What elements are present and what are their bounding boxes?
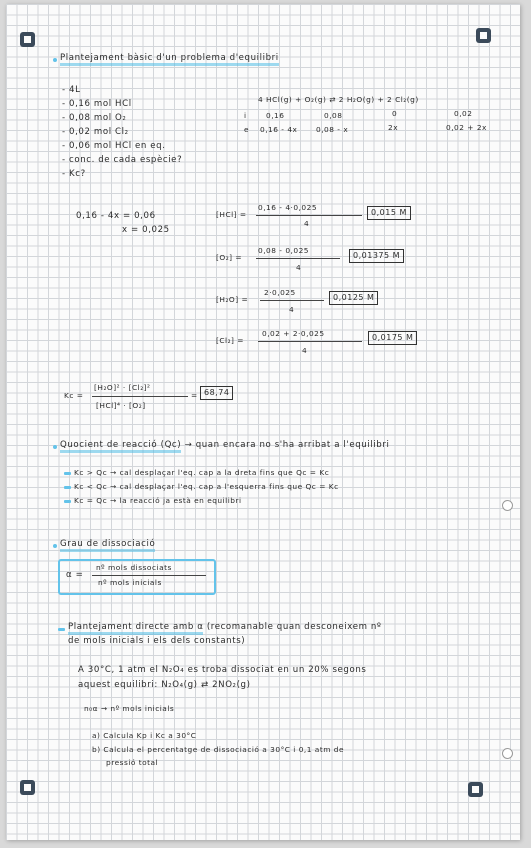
equation-line: x = 0,025 xyxy=(122,225,170,235)
given-item: - 0,06 mol HCl en eq. xyxy=(62,141,166,151)
given-item: - 4L xyxy=(62,85,81,95)
conc-label: [O₂] = xyxy=(216,253,243,262)
section-title: Plantejament bàsic d'un problema d'equilibri xyxy=(60,54,279,66)
bullet-icon xyxy=(53,445,57,449)
fraction-bar xyxy=(92,575,206,576)
problem-note: n₀α → nº mols inicials xyxy=(84,704,175,713)
direct-title-text: Plantejament directe amb α xyxy=(68,622,203,635)
conc-label: [H₂O] = xyxy=(216,295,249,304)
conc-numerator: 2·0,025 xyxy=(264,288,296,297)
corner-marker-icon xyxy=(476,28,491,43)
ice-cell: 2x xyxy=(388,123,399,132)
kc-label: Kc = xyxy=(64,391,84,400)
quotient-item: Kc = Qc → la reacció ja està en equilibri xyxy=(74,496,242,505)
binder-hole-icon xyxy=(502,500,513,511)
conc-denominator: 4 xyxy=(296,263,302,272)
quotient-title xyxy=(60,441,389,450)
ice-cell: 0,08 xyxy=(324,111,343,120)
kc-numerator: [H₂O]² · [Cl₂]² xyxy=(94,383,151,392)
conc-numerator: 0,08 - 0,025 xyxy=(258,246,309,255)
dash-icon xyxy=(58,628,65,631)
conc-numerator: 0,02 + 2·0,025 xyxy=(262,329,325,338)
alpha-label: α = xyxy=(66,570,84,580)
given-item: - 0,16 mol HCl xyxy=(62,99,132,109)
ice-cell: 0,08 - x xyxy=(316,125,349,134)
question-b-cont: pressió total xyxy=(106,758,159,767)
alpha-denominator: nº mols inicials xyxy=(98,578,162,587)
ice-cell: 0,16 xyxy=(266,111,285,120)
quotient-item: Kc < Qc → cal desplaçar l'eq. cap a l'esquerra fins que Qc = Kc xyxy=(74,482,339,491)
given-item: - 0,08 mol O₂ xyxy=(62,113,127,123)
fraction-bar xyxy=(260,300,324,301)
quotient-item: Kc > Qc → cal desplaçar l'eq. cap a la dreta fins que Qc = Kc xyxy=(74,468,330,477)
conc-result: 0,015 M xyxy=(367,206,411,220)
ice-cell: 0,16 - 4x xyxy=(260,125,298,134)
direct-title xyxy=(68,623,382,632)
conc-denominator: 4 xyxy=(302,346,308,355)
conc-result: 0,0175 M xyxy=(368,331,417,345)
ice-label-i: i xyxy=(244,111,247,120)
conc-denominator: 4 xyxy=(304,219,310,228)
ice-label-e: e xyxy=(244,125,250,134)
bullet-icon xyxy=(53,58,57,62)
conc-result: 0,0125 M xyxy=(329,291,378,305)
dissociation-title: Grau de dissociació xyxy=(60,540,155,552)
fraction-bar xyxy=(258,341,362,342)
ice-cell: 0,02 + 2x xyxy=(446,123,487,132)
fraction-bar xyxy=(256,215,362,216)
binder-hole-icon xyxy=(502,748,513,759)
question-a: a) Calcula Kp i Kc a 30°C xyxy=(92,731,197,740)
conc-result: 0,01375 M xyxy=(349,249,404,263)
corner-marker-icon xyxy=(20,32,35,47)
kc-result: 68,74 xyxy=(200,386,233,400)
ice-cell: 0 xyxy=(392,109,398,118)
equation-line: 0,16 - 4x = 0,06 xyxy=(76,211,156,221)
conc-numerator: 0,16 - 4·0,025 xyxy=(258,203,318,212)
corner-marker-icon xyxy=(20,780,35,795)
quotient-title-text: Quocient de reacció (Qc) xyxy=(60,440,181,453)
dash-icon xyxy=(64,486,71,489)
bullet-icon xyxy=(53,544,57,548)
given-item: - Kc? xyxy=(62,169,86,179)
conc-label: [HCl] = xyxy=(216,210,247,219)
direct-title-line2: de mols inicials i els dels constants) xyxy=(68,636,246,646)
problem-line: aquest equilibri: N₂O₄(g) ⇄ 2NO₂(g) xyxy=(78,680,251,690)
conc-label: [Cl₂] = xyxy=(216,336,244,345)
corner-marker-icon xyxy=(468,782,483,797)
dash-icon xyxy=(64,500,71,503)
question-b: b) Calcula el percentatge de dissociació a 30°C i 0,1 atm de xyxy=(92,745,345,754)
dash-icon xyxy=(64,472,71,475)
conc-denominator: 4 xyxy=(289,305,295,314)
problem-line: A 30°C, 1 atm el N₂O₄ es troba dissociat en un 20% segons xyxy=(78,665,367,675)
quotient-title-rest: → quan encara no s'ha arribat a l'equilibri xyxy=(184,440,390,450)
given-item: - 0,02 mol Cl₂ xyxy=(62,127,129,137)
notebook-page xyxy=(6,4,520,840)
fraction-bar xyxy=(256,258,340,259)
fraction-bar xyxy=(92,396,188,397)
given-item: - conc. de cada espècie? xyxy=(62,155,183,165)
alpha-numerator: nº mols dissociats xyxy=(96,563,172,572)
reaction-equation: 4 HCl(g) + O₂(g) ⇄ 2 H₂O(g) + 2 Cl₂(g) xyxy=(258,95,419,104)
kc-denominator: [HCl]⁴ · [O₂] xyxy=(96,401,146,410)
direct-title-rest: (recomanable quan desconeixem nº xyxy=(206,622,382,632)
ice-cell: 0,02 xyxy=(454,109,473,118)
equals-sign: = xyxy=(191,391,198,400)
